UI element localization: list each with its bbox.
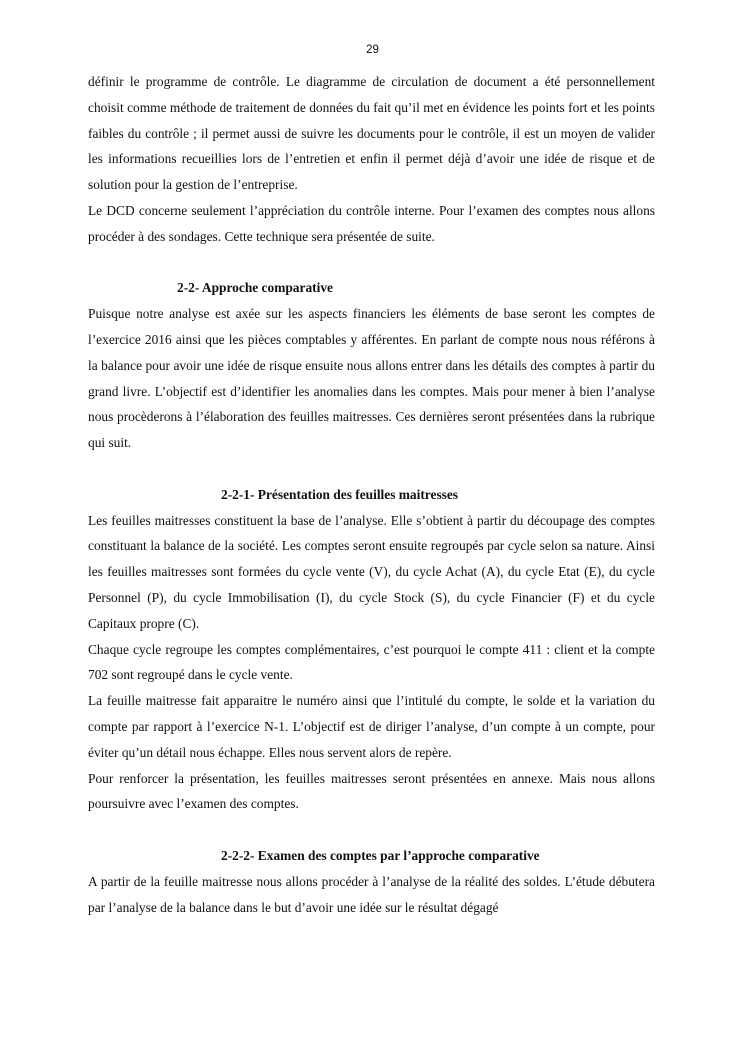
- document-body: [88, 69, 655, 920]
- paragraph: La feuille maitresse fait apparaitre le numéro ainsi que l’intitulé du compte, le solde et la variation du compte par rapport à l’exercice N-1. L’objectif est de diriger l’analyse, d’un compte à un compte, pour éviter qu’un détail nous échappe. Elles nous servent alors de repère.: [88, 693, 655, 760]
- paragraph: Les feuilles maitresses constituent la base de l’analyse. Elle s’obtient à partir du découpage des comptes constituant la balance de la société. Les comptes seront ensuite regroupés par cycle selon sa nature. Ainsi les feuilles maitresses sont formées du cycle vente (V), du cycle Achat (A), du cycle Etat (E), du cycle Personnel (P), du cycle Immobilisation (I), du cycle Stock (S), du cycle Financier (F) et du cycle Capitaux propre (C).: [88, 512, 655, 631]
- paragraph: définir le programme de contrôle. Le diagramme de circulation de document a été personnellement choisit comme méthode de traitement de données du fait qu’il met en évidence les points fort et les points faibles du contrôle ; il permet aussi de suivre les documents pour le contrôle, il est un moyen de valider les informations recueillies lors de l’entretien et enfin il permet déjà d’avoir une idée de risque et de solution pour la gestion de l’entreprise.: [88, 74, 655, 193]
- page-number: 29: [366, 44, 379, 56]
- spacer: [88, 456, 655, 482]
- paragraph: Puisque notre analyse est axée sur les aspects financiers les éléments de base seront les comptes de l’exercice 2016 ainsi que les pièces comptables y afférentes. En parlant de compte nous nous référons à la balance pour avoir une idée de risque ensuite nous allons entrer dans les détails des comptes à partir du grand livre. L’objectif est d’identifier les anomalies dans les comptes. Mais pour mener à bien l’analyse nous procèderons à l’élaboration des feuilles maitresses. Ces dernières seront présentées dans la rubrique qui suit.: [88, 306, 655, 451]
- paragraph: Le DCD concerne seulement l’appréciation du contrôle interne. Pour l’examen des comptes nous allons procéder à des sondages. Cette technique sera présentée de suite.: [88, 202, 655, 244]
- section-heading: 2-2- Approche comparative: [177, 280, 333, 296]
- paragraph: A partir de la feuille maitresse nous allons procéder à l’analyse de la réalité des soldes. L’étude débutera par l’analyse de la balance dans le but d’avoir une idée sur le résultat dégagé: [88, 873, 655, 915]
- paragraph: Pour renforcer la présentation, les feuilles maitresses seront présentées en annexe. Mais nous allons poursuivre avec l’examen des comptes.: [88, 770, 655, 812]
- paragraph: Chaque cycle regroupe les comptes complémentaires, c’est pourquoi le compte 411 : client et la compte 702 sont regroupé dans le cycle vente.: [88, 641, 655, 683]
- subsection-heading: 2-2-1- Présentation des feuilles maitresses: [221, 486, 459, 502]
- subsection-heading: 2-2-2- Examen des comptes par l’approche comparative: [221, 847, 540, 863]
- spacer: [88, 817, 655, 843]
- spacer: [88, 250, 655, 276]
